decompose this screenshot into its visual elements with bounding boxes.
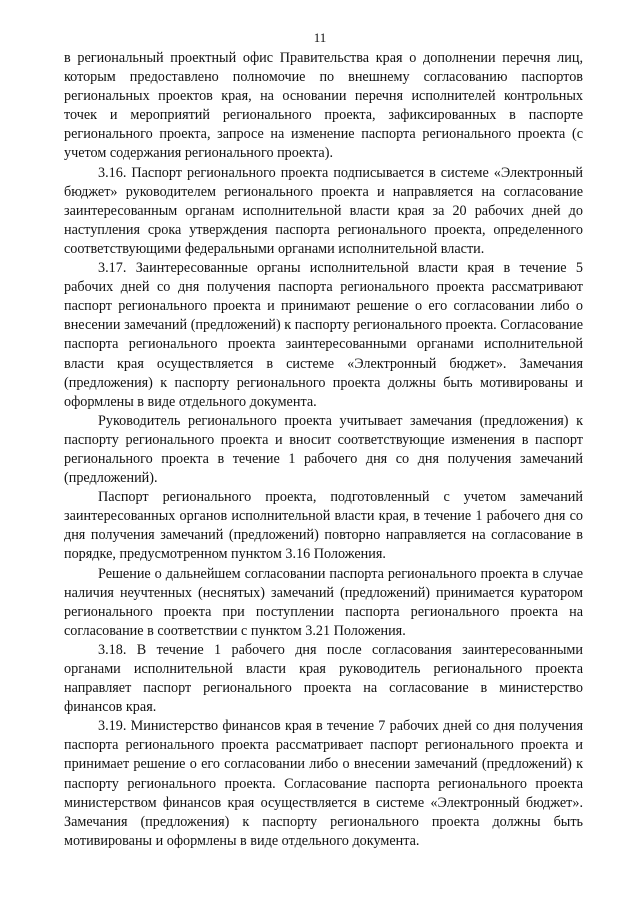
paragraph: 3.18. В течение 1 рабочего дня после согласования заинтересованными органами исполнительной власти края руководитель регионального проекта направляет паспорт регионального проекта на согласование в министерство финансов края. bbox=[64, 641, 583, 716]
paragraph: в региональный проектный офис Правительства края о дополнении перечня лиц, которым предоставлено полномочие по внешнему согласованию паспортов региональных проектов края, на основании перечня исполнителей контрольных точек и мероприятий регионального проекта, зафиксированных в паспорте регионального проекта, запросе на изменение паспорта регионального проекта (с учетом содержания регионального проекта). bbox=[64, 50, 583, 162]
paragraph: 3.16. Паспорт регионального проекта подписывается в системе «Электронный бюджет» руководителем регионального проекта и направляется на согласование заинтересованным органам исполнительной власти края за 20 рабочих дней до наступления срока утверждения паспорта регионального проекта, определенного соответствующими федеральными органами исполнительной власти. bbox=[64, 164, 583, 257]
paragraph: Решение о дальнейшем согласовании паспорта регионального проекта в случае наличия неучтенных (неснятых) замечаний (предложений) принимается куратором регионального проекта при поступлении паспорта регионального проекта на согласование в соответствии с пунктом 3.21 Положения. bbox=[64, 565, 583, 639]
page-number: 11 bbox=[313, 30, 327, 45]
paragraph: Паспорт регионального проекта, подготовленный с учетом замечаний заинтересованных органов исполнительной власти края, в течение 1 рабочего дня со дня получения замечаний (предложений) повторно направляется на согласование в порядке, предусмотренном пунктом 3.16 Положения. bbox=[64, 489, 583, 563]
paragraph: 3.19. Министерство финансов края в течение 7 рабочих дней со дня получения паспорта регионального проекта рассматривает паспорт регионального проекта и принимает решение о его согласовании либо о внесении замечаний (предложений) к паспорту регионального проекта. Согласование паспорта регионального проекта министерством финансов края осуществляется в системе «Электронный бюджет». Замечания (предложения) к паспорту регионального проекта должны быть мотивированы и оформлены в виде отдельного документа. bbox=[64, 718, 583, 849]
paragraph: 3.17. Заинтересованные органы исполнительной власти края в течение 5 рабочих дней со дня получения паспорта регионального проекта рассматривают паспорт регионального проекта и принимают решение о его согласовании либо о внесении замечаний (предложений) к паспорту регионального проекта. Согласование паспорта регионального проекта заинтересованными органами исполнительной власти края осуществляется в системе «Электронный бюджет». Замечания (предложения) к паспорту регионального проекта должны быть мотивированы и оформлены в виде отдельного документа. bbox=[64, 260, 583, 410]
document-body bbox=[64, 49, 583, 851]
paragraph: Руководитель регионального проекта учитывает замечания (предложения) к паспорту регионального проекта и вносит соответствующие изменения в паспорт регионального проекта в течение 1 рабочего дня со дня получения замечаний (предложений). bbox=[64, 412, 583, 487]
